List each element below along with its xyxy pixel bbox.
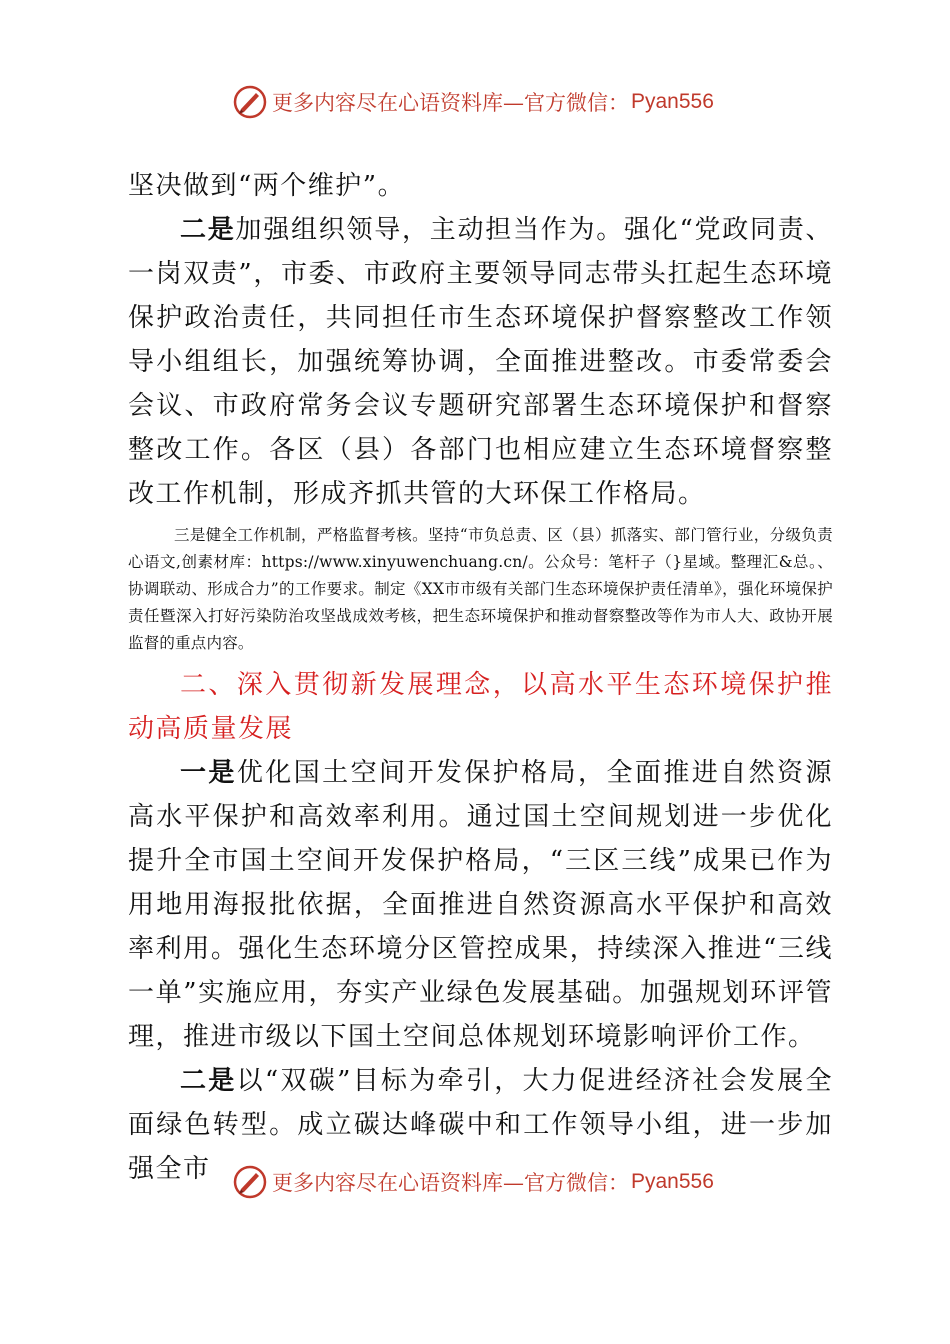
- document-body: [128, 164, 833, 1191]
- paragraph-5-lead: 二是: [180, 1066, 237, 1096]
- pen-logo-icon: [232, 1164, 268, 1200]
- banner-text: 更多内容尽在心语资料库—官方微信：: [272, 91, 629, 115]
- banner-wechat-id: Pyan556: [631, 90, 714, 113]
- banner-text: 更多内容尽在心语资料库—官方微信：: [272, 1171, 629, 1195]
- paragraph-2-text: 加强组织领导，主动担当作为。强化“党政同责、一岗双责”，市委、市政府主要领导同志带头扛起生态环境保护政治责任，共同担任市生态环境保护督察整改工作领导小组组长，加强统筹协调，全面推进整改。市委常委会会议、市政府常务会议专题研究部署生态环境保护和督察整改工作。各区（县）各部门也相应建立生态环境督察整改工作机制，形成齐抓共管的大环保工作格局。: [128, 215, 833, 509]
- paragraph-2: [128, 208, 833, 516]
- paragraph-2-lead: 二是: [180, 215, 236, 245]
- paragraph-4-text: 优化国土空间开发保护格局，全面推进自然资源高水平保护和高效率利用。通过国土空间规划进一步优化提升全市国土空间开发保护格局，“三区三线”成果已作为用地用海报批依据，全面推进自然资源高水平保护和高效率利用。强化生态环境分区管控成果，持续深入推进“三线一单”实施应用，夯实产业绿色发展基础。加强规划环评管理，推进市级以下国土空间总体规划环境影响评价工作。: [128, 758, 833, 1052]
- paragraph-3: 三是健全工作机制，严格监督考核。坚持“市负总责、区（县）抓落实、部门管行业，分级负责心语文,创素材库：https://www.xinyuwenchuang.cn/。公众号：笔杆子（}星域。整理汇&总。、协调联动、形成合力”的工作要求。制定《XX市市级有关部门生态环境保护责任清单》，强化环境保护责任暨深入打好污染防治攻坚战成效考核，把生态环境保护和推动督察整改等作为市人大、政协开展监督的重点内容。: [128, 526, 833, 652]
- footer-banner: [232, 1162, 714, 1202]
- paragraph-5-text: 以“双碳”目标为牵引，大力促进经济社会发展全面绿色转型。成立碳达峰碳中和工作领导小组，进一步加强全市: [128, 1066, 833, 1184]
- banner-wechat-id: Pyan556: [631, 1170, 714, 1193]
- pen-logo-icon: [232, 84, 268, 120]
- header-banner: [232, 82, 714, 122]
- paragraph-1: 坚决做到“两个维护”。: [128, 171, 406, 201]
- section-heading: 二、深入贯彻新发展理念，以高水平生态环境保护推动高质量发展: [128, 670, 833, 744]
- paragraph-4-lead: 一是: [180, 758, 237, 788]
- paragraph-4: [128, 751, 833, 1059]
